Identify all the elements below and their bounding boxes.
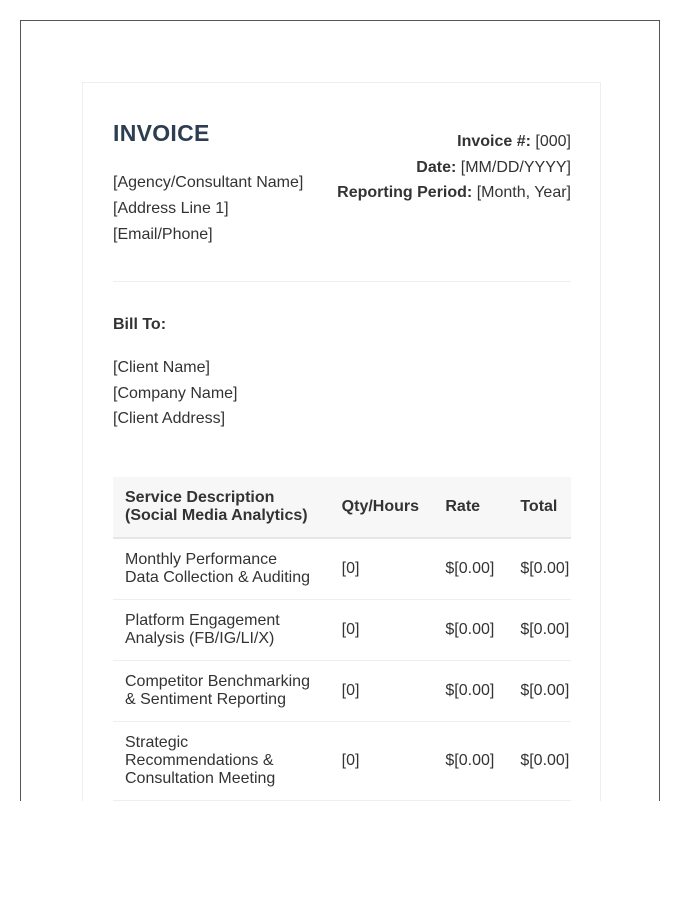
header-service-line2: (Social Media Analytics) (125, 507, 308, 524)
row-total: $[0.00] (508, 538, 571, 600)
company-name: [Company Name] (113, 384, 238, 402)
invoice-date-line (337, 155, 571, 181)
sender-contact: [Email/Phone] (113, 226, 213, 243)
row-rate: $[0.00] (433, 661, 508, 722)
document-viewport[interactable] (20, 20, 660, 801)
table-header-row (113, 477, 571, 538)
table-row (113, 722, 571, 801)
row-description (113, 722, 330, 801)
invoice-number-value: [000] (535, 133, 571, 150)
row-description-line: Recommendations & (125, 752, 274, 769)
table-row (113, 600, 571, 661)
invoice-number-label: Invoice #: (457, 133, 531, 150)
bill-to-label: Bill To: (113, 316, 167, 333)
invoice-date-value: [MM/DD/YYYY] (460, 158, 571, 176)
row-qty: [0] (330, 600, 434, 661)
row-description-line: & Sentiment Reporting (125, 691, 286, 708)
invoice-title: INVOICE (113, 120, 210, 146)
row-description-line: Monthly Performance (125, 551, 278, 568)
header-service-line1: Service Description (125, 489, 275, 506)
row-total: $[0.00] (508, 722, 571, 801)
invoice-meta (337, 129, 571, 206)
sender-name: [Agency/Consultant Name] (113, 174, 304, 191)
row-qty: [0] (330, 538, 434, 600)
row-description-line: Consultation Meeting (125, 770, 276, 787)
row-description (113, 538, 330, 600)
client-address: [Client Address] (113, 410, 226, 427)
bill-to-block (113, 355, 238, 432)
row-qty: [0] (330, 661, 434, 722)
client-name: [Client Name] (113, 359, 210, 376)
row-total: $[0.00] (508, 600, 571, 661)
row-description-line: Competitor Benchmarking (125, 673, 310, 690)
row-rate: $[0.00] (433, 600, 508, 661)
section-divider (113, 281, 571, 282)
row-rate: $[0.00] (433, 722, 508, 801)
line-items-table (113, 477, 571, 801)
header-total: Total (508, 477, 571, 538)
header-rate: Rate (433, 477, 508, 538)
row-description-line: Strategic (125, 734, 189, 751)
reporting-period-value: [Month, Year] (476, 184, 571, 201)
table-row (113, 661, 571, 722)
row-rate: $[0.00] (433, 538, 508, 600)
row-description-line: Data Collection & Auditing (125, 569, 310, 586)
invoice-number-line (337, 129, 571, 155)
invoice-date-label: Date: (416, 158, 457, 176)
row-description (113, 661, 330, 722)
row-description (113, 600, 330, 661)
row-description-line: Analysis (FB/IG/LI/X) (125, 630, 275, 647)
row-total: $[0.00] (508, 661, 571, 722)
header-qty: Qty/Hours (330, 477, 434, 538)
reporting-period-label: Reporting Period: (337, 184, 473, 201)
sender-address: [Address Line 1] (113, 200, 229, 217)
reporting-period-line (337, 180, 571, 206)
table-row (113, 538, 571, 600)
header-service-description (113, 477, 330, 538)
row-qty: [0] (330, 722, 434, 801)
row-description-line: Platform Engagement (125, 612, 280, 629)
sender-block (113, 170, 303, 248)
invoice-page (82, 82, 601, 801)
